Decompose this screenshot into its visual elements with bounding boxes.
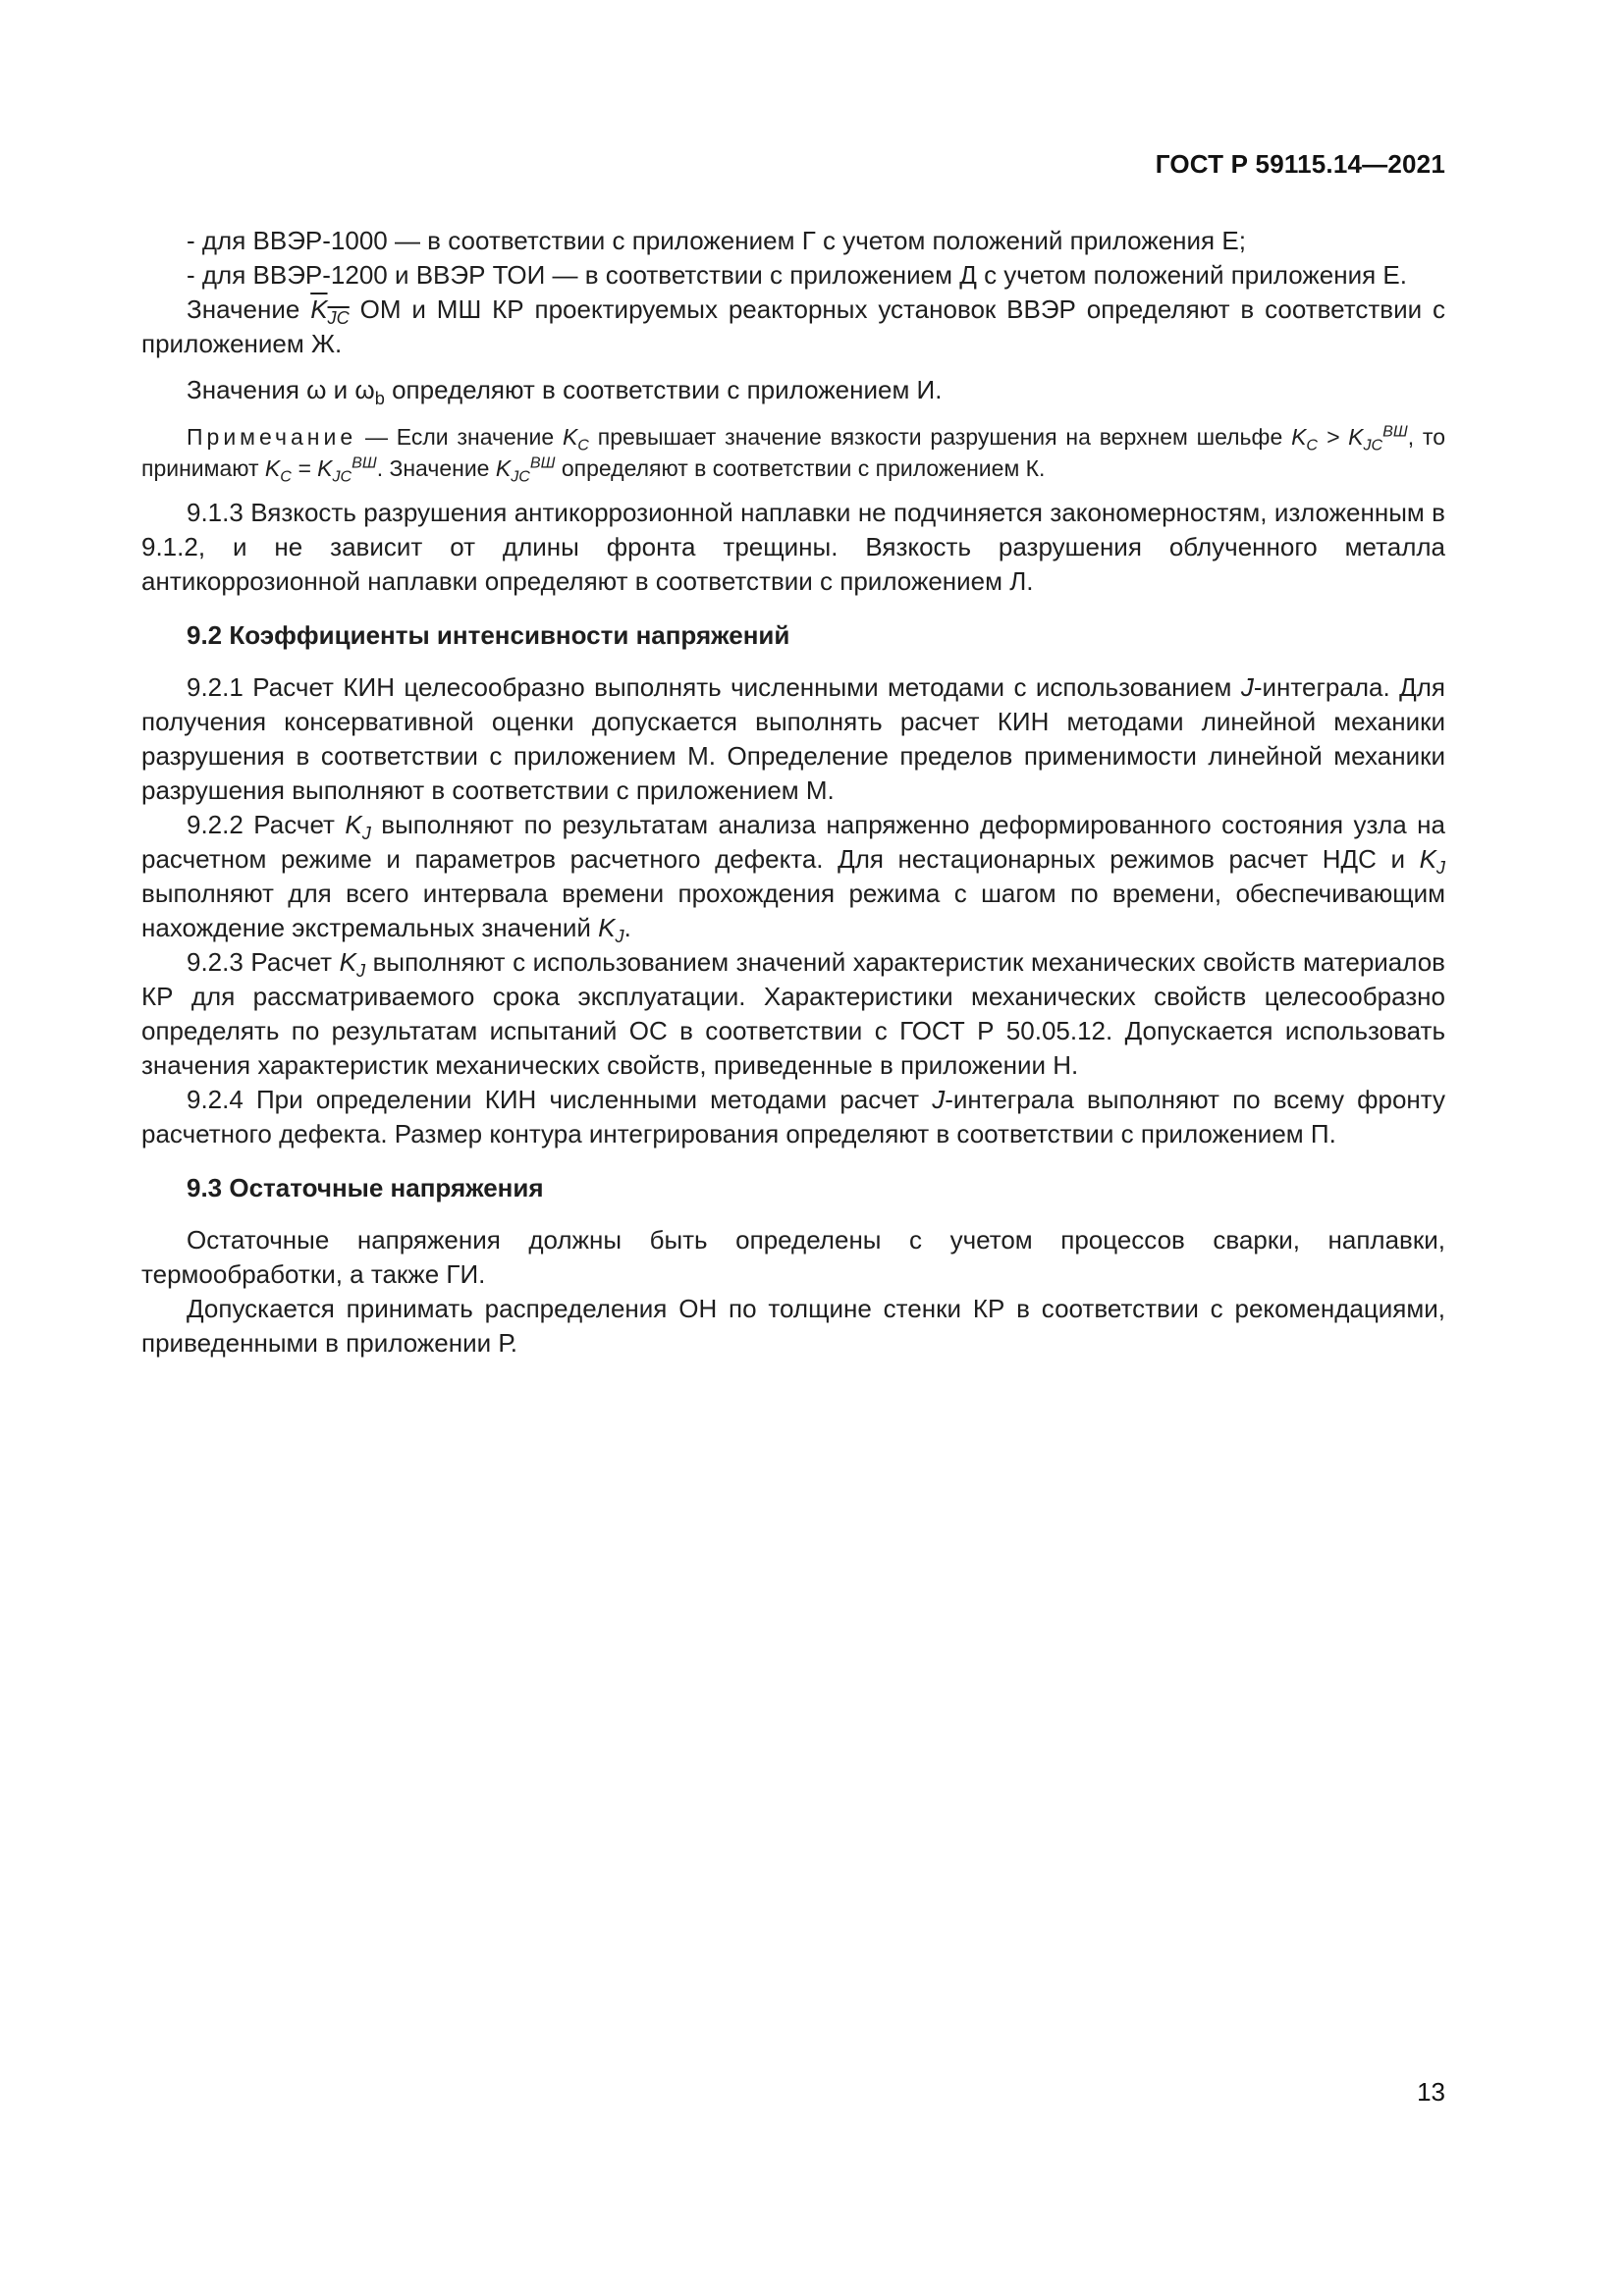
paragraph-9-2-2: 9.2.2 Расчет $K_J$ выполняют по результатам анализа напряженно деформированного состояния узла на расчетном режиме и параметров расчетного дефекта. Для нестационарных режимов расчет НДС и $K_J$ выполняют для всего интервала времени прохождения режима с шагом по времени, обеспечивающим нахождение экстремальных значений $K_J$.	[141, 810, 1445, 947]
section-heading-9-2: 9.2 Коэффициенты интенсивности напряжений	[187, 620, 790, 650]
paragraph-9-1-3: 9.1.3 Вязкость разрушения антикоррозионной наплавки не подчиняется закономерностям, изложенным в 9.1.2, и не зависит от длины фронта трещины. Вязкость разрушения облученного металла антикоррозионной наплавки определяют в соответствии с приложением Л.	[141, 498, 1445, 596]
page-number: 13	[1417, 2077, 1445, 2107]
paragraph-9-3-2: Допускается принимать распределения ОН по толщине стенки КР в соответствии с рекомендациями, приведенными в приложении Р.	[141, 1294, 1445, 1358]
paragraph-9-3-1: Остаточные напряжения должны быть определены с учетом процессов сварки, наплавки, термообработки, а также ГИ.	[141, 1225, 1445, 1289]
paragraph-9-2-1: 9.2.1 Расчет КИН целесообразно выполнять численными методами с использованием J-интеграла. Для получения консервативной оценки допускается выполнять расчет КИН методами линейной механики разрушения в соответствии с приложением М. Определение пределов применимости линейной механики разрушения выполняют в соответствии с приложением М.	[141, 672, 1445, 805]
list-item-vver1200: - для ВВЭР-1200 и ВВЭР ТОИ — в соответствии с приложением Д с учетом положений приложения Е.	[187, 260, 1407, 290]
list-item-vver1000: - для ВВЭР-1000 — в соответствии с приложением Г с учетом положений приложения Е;	[187, 226, 1246, 255]
section-heading-9-3: 9.3 Остаточные напряжения	[187, 1173, 544, 1202]
note-paragraph: Примечание — Если значение $K_C$ превышает значение вязкости разрушения на верхнем шельфе $K_C > K_{JC}^{ВШ}$, то принимают $K_C = K_{JC}^{ВШ}$. Значение $K_{JC}^{ВШ}$ определяют в соответствии с приложением К.	[141, 422, 1445, 486]
omega-paragraph: Значения ω и $\omega_b$ определяют в соответствии с приложением И.	[187, 375, 943, 409]
kc-symbol: $K_C$	[562, 424, 589, 454]
kjc-vsh-symbol: $K_{JC}^{ВШ}$	[495, 454, 556, 486]
main-content	[141, 224, 1445, 1361]
kjc-paragraph: Значение $K_{JC}$ ОМ и МШ КР проектируемых реакторных установок ВВЭР определяют в соответствии с приложением Ж.	[141, 294, 1445, 358]
paragraph-9-2-3: 9.2.3 Расчет $K_J$ выполняют с использованием значений характеристик механических свойств материалов КР для рассматриваемого срока эксплуатации. Характеристики механических свойств целесообразно определять по результатам испытаний ОС в соответствии с ГОСТ Р 50.05.12. Допускается использовать значения характеристик механических свойств, приведенные в приложении Н.	[141, 947, 1445, 1080]
kc-eq-kjc-formula: $K_C = K_{JC}^{ВШ}$	[264, 454, 377, 486]
kjc-symbol: $K_{JC}$	[310, 294, 350, 329]
document-header: ГОСТ Р 59115.14—2021	[1155, 149, 1445, 179]
note-label: Примечание	[187, 424, 357, 450]
paragraph-9-2-4: 9.2.4 При определении КИН численными методами расчет J-интеграла выполняют по всему фронту расчетного дефекта. Размер контура интегрирования определяют в соответствии с приложением П.	[141, 1085, 1445, 1148]
kc-gt-kjc-formula: $K_C > K_{JC}^{ВШ}$	[1291, 422, 1408, 454]
